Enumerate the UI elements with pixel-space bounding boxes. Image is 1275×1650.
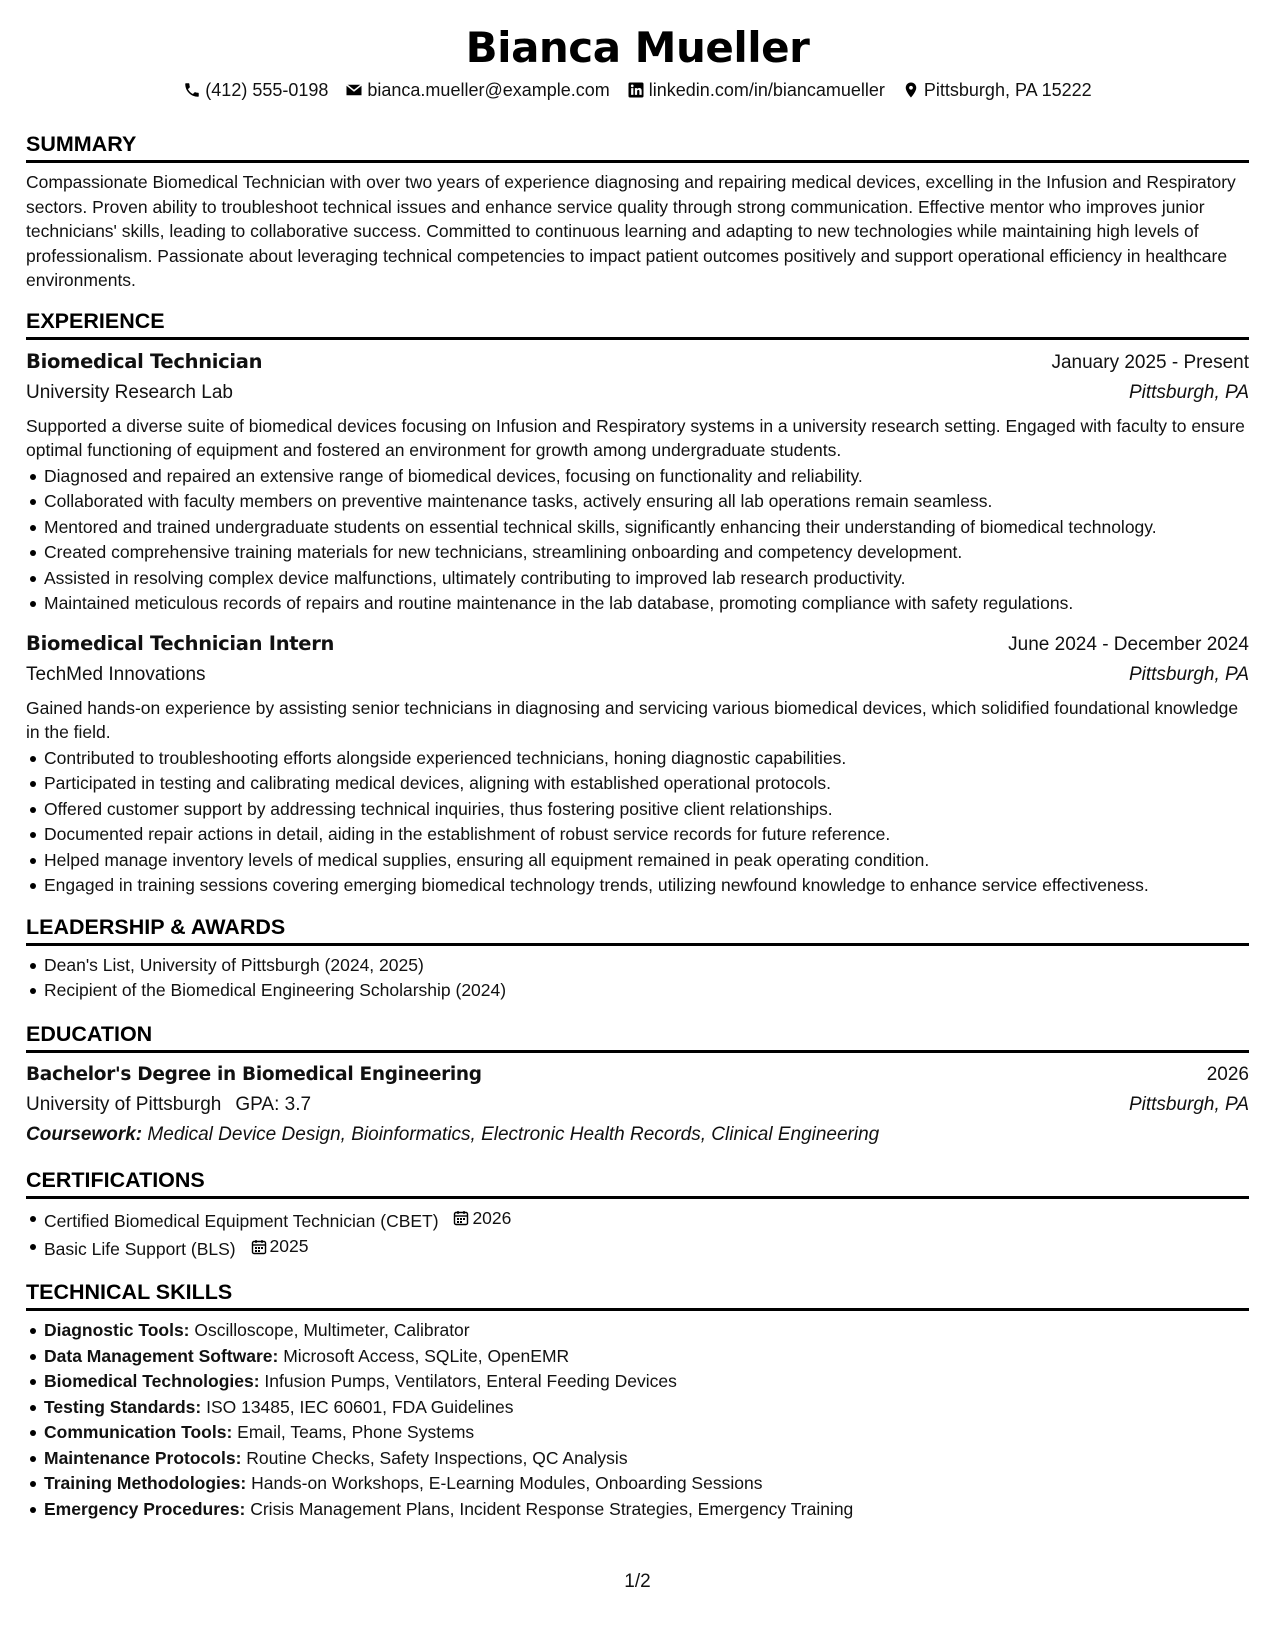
- skill-category: Emergency Procedures:: [44, 1498, 246, 1519]
- list-item: Diagnosed and repaired an extensive range of biomedical devices, focusing on functionality and reliability.: [26, 464, 1249, 490]
- degree-title: Bachelor's Degree in Biomedical Engineering: [26, 1063, 482, 1085]
- skill-category: Biomedical Technologies:: [44, 1371, 260, 1391]
- cert-name: Basic Life Support (BLS): [44, 1238, 236, 1259]
- skill-category: Testing Standards:: [44, 1396, 202, 1417]
- summary-text: Compassionate Biomedical Technician with over two years of experience diagnosing and repairing medical devices, excelling in the Infusion and Respiratory sectors. Proven ability to troubleshoot technical issues and enhance service quality through strong communication. Effective mentor who improves junior technicians' skills, leading to collaborative success. Committed to continuous learning and adapting to new technologies while maintaining high levels of professionalism. Passionate about leveraging technical competencies to impact patient outcomes positively and support operational efficiency in healthcare environments.: [26, 172, 1236, 290]
- skill-values: Hands-on Workshops, E-Learning Modules, Onboarding Sessions: [251, 1473, 763, 1493]
- school-name: University of Pittsburgh: [26, 1093, 222, 1115]
- certifications-list: [26, 1206, 1249, 1263]
- linkedin-icon: [627, 81, 645, 99]
- list-item: Created comprehensive training materials for new technicians, streamlining onboarding and competency development.: [26, 540, 1249, 566]
- candidate-name: Bianca Mueller: [465, 23, 810, 72]
- list-item: Participated in testing and calibrating medical devices, aligning with established operational protocols.: [26, 771, 1249, 797]
- school-line: [26, 1090, 311, 1120]
- contact-linkedin[interactable]: [627, 78, 885, 102]
- job-org-row: [26, 378, 1249, 408]
- skills-list: [26, 1318, 1249, 1522]
- experience-section: [26, 307, 1249, 899]
- skill-values: Routine Checks, Safety Inspections, QC Analysis: [246, 1447, 628, 1468]
- list-item: Recipient of the Biomedical Engineering Scholarship (2024): [26, 978, 1249, 1004]
- list-item: [26, 1446, 1249, 1472]
- list-item: [26, 1395, 1249, 1421]
- skill-values: Crisis Management Plans, Incident Response Strategies, Emergency Training: [250, 1498, 854, 1519]
- job-header-row: [26, 629, 1249, 660]
- list-item: [26, 1206, 1249, 1234]
- skill-category: Data Management Software:: [44, 1345, 279, 1366]
- job-org: University Research Lab: [26, 381, 233, 403]
- section-title: LEADERSHIP & AWARDS: [26, 913, 1249, 946]
- cert-year: 2025: [269, 1235, 309, 1256]
- job-description: Supported a diverse suite of biomedical devices focusing on Infusion and Respiratory systems in a university research setting. Engaged with faculty to ensure optimal functioning of equipment and fostered an environment for growth among undergraduate students.: [26, 415, 1245, 460]
- list-item: Collaborated with faculty members on preventive maintenance tasks, actively ensuring all lab operations remain seamless.: [26, 489, 1249, 515]
- leadership-section: [26, 913, 1249, 1004]
- contact-bar: [26, 78, 1249, 102]
- job-location: Pittsburgh, PA: [1128, 663, 1249, 685]
- education-header-row: [26, 1060, 1249, 1090]
- skill-category: Training Methodologies:: [44, 1473, 247, 1493]
- envelope-icon: [345, 81, 363, 99]
- list-item: [26, 1344, 1249, 1370]
- list-item: Mentored and trained undergraduate students on essential technical skills, significantly enhancing their understanding of biomedical technology.: [26, 515, 1249, 541]
- skill-category: Diagnostic Tools:: [44, 1320, 190, 1340]
- cert-name: Certified Biomedical Equipment Technician (CBET): [44, 1210, 439, 1231]
- list-item: [26, 1234, 1249, 1262]
- gpa: GPA: 3.7: [235, 1093, 312, 1115]
- list-item: [26, 1420, 1249, 1446]
- job-dates: January 2025 - Present: [1051, 351, 1249, 373]
- section-title: EXPERIENCE: [26, 307, 1249, 340]
- summary-section: [26, 130, 1249, 293]
- education-school-row: [26, 1090, 1249, 1120]
- contact-email[interactable]: [345, 78, 609, 102]
- education-section: [26, 1020, 1249, 1150]
- certifications-section: [26, 1166, 1249, 1263]
- section-title: CERTIFICATIONS: [26, 1166, 1249, 1199]
- list-item: Dean's List, University of Pittsburgh (2024, 2025): [26, 953, 1249, 979]
- coursework: [26, 1120, 1249, 1150]
- phone-icon: [183, 81, 201, 99]
- job-title: Biomedical Technician Intern: [26, 631, 335, 655]
- skill-category: Maintenance Protocols:: [44, 1447, 242, 1468]
- job-entry: [26, 629, 1249, 899]
- section-title: TECHNICAL SKILLS: [26, 1278, 1249, 1311]
- skill-values: Oscilloscope, Multimeter, Calibrator: [194, 1320, 470, 1340]
- job-bullets: [26, 464, 1249, 617]
- list-item: [26, 1318, 1249, 1344]
- list-item: Maintained meticulous records of repairs and routine maintenance in the lab database, promoting compliance with safety regulations.: [26, 591, 1249, 617]
- skill-category: Communication Tools:: [44, 1422, 233, 1442]
- skill-values: Infusion Pumps, Ventilators, Enteral Feeding Devices: [264, 1371, 677, 1391]
- job-dates: June 2024 - December 2024: [1008, 633, 1249, 655]
- job-location: Pittsburgh, PA: [1128, 381, 1249, 403]
- page-number: 1/2: [624, 1571, 651, 1592]
- calendar-icon: [251, 1239, 267, 1255]
- map-pin-icon: [902, 81, 920, 99]
- linkedin-link[interactable]: linkedin.com/in/biancamueller: [648, 80, 885, 100]
- skill-values: Email, Teams, Phone Systems: [237, 1422, 475, 1442]
- section-title: EDUCATION: [26, 1020, 1249, 1053]
- list-item: Documented repair actions in detail, aiding in the establishment of robust service records for future reference.: [26, 822, 1249, 848]
- skill-values: Microsoft Access, SQLite, OpenEMR: [283, 1345, 570, 1366]
- email-link[interactable]: bianca.mueller@example.com: [367, 80, 610, 100]
- calendar-icon: [453, 1210, 469, 1226]
- job-org-row: [26, 660, 1249, 690]
- coursework-label: Coursework:: [26, 1123, 143, 1145]
- cert-year: 2026: [472, 1207, 512, 1228]
- job-header-row: [26, 347, 1249, 378]
- list-item: [26, 1497, 1249, 1523]
- job-org: TechMed Innovations: [26, 663, 206, 685]
- job-description: Gained hands-on experience by assisting senior technicians in diagnosing and servicing various biomedical devices, which solidified foundational knowledge in the field.: [26, 697, 1239, 742]
- job-title: Biomedical Technician: [26, 349, 263, 373]
- list-item: [26, 1369, 1249, 1395]
- list-item: Helped manage inventory levels of medical supplies, ensuring all equipment remained in peak operating condition.: [26, 848, 1249, 874]
- coursework-list: Medical Device Design, Bioinformatics, Electronic Health Records, Clinical Engineering: [147, 1123, 880, 1145]
- list-item: Engaged in training sessions covering emerging biomedical technology trends, utilizing newfound knowledge to enhance service effectiveness.: [26, 873, 1249, 899]
- list-item: Assisted in resolving complex device malfunctions, ultimately contributing to improved lab research productivity.: [26, 566, 1249, 592]
- skill-values: ISO 13485, IEC 60601, FDA Guidelines: [206, 1396, 514, 1417]
- school-location: Pittsburgh, PA: [1128, 1093, 1249, 1115]
- phone-text: (412) 555-0198: [205, 80, 329, 100]
- section-title: SUMMARY: [26, 130, 1249, 163]
- cert-date: [251, 1234, 309, 1260]
- skills-section: [26, 1278, 1249, 1522]
- cert-date: [453, 1206, 511, 1232]
- list-item: [26, 1471, 1249, 1497]
- contact-location: [902, 78, 1092, 102]
- job-entry: [26, 347, 1249, 617]
- location-text: Pittsburgh, PA 15222: [923, 80, 1092, 100]
- contact-phone: [183, 78, 328, 102]
- leadership-list: [26, 953, 1249, 1004]
- job-bullets: [26, 746, 1249, 899]
- list-item: Offered customer support by addressing technical inquiries, thus fostering positive client relationships.: [26, 797, 1249, 823]
- degree-year: 2026: [1206, 1063, 1249, 1085]
- list-item: Contributed to troubleshooting efforts alongside experienced technicians, honing diagnostic capabilities.: [26, 746, 1249, 772]
